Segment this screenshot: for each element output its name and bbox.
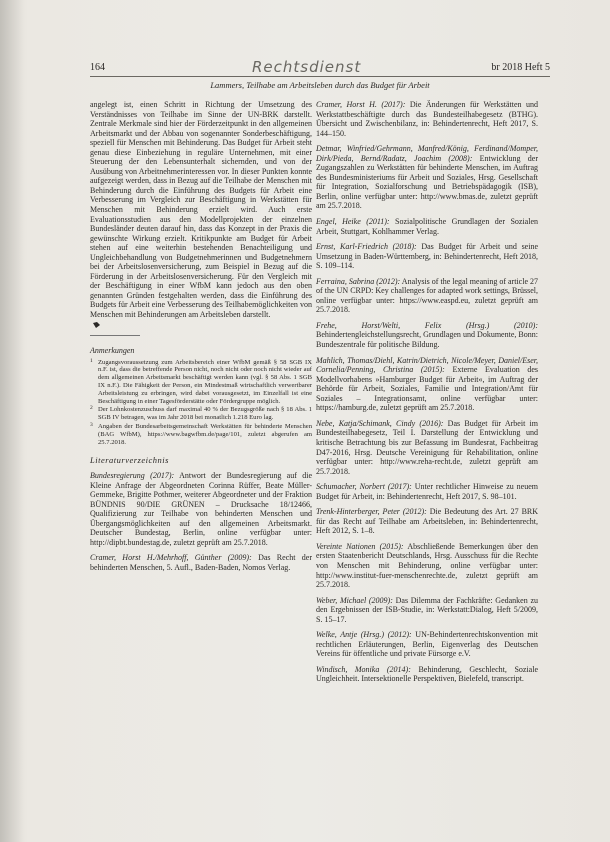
reference-author: Mahlich, Thomas/Diehl, Katrin/Dietrich, Nicole/Meyer, Daniel/Eser, Cornelia/Penning, Christina (2015):: [316, 355, 538, 375]
page-header: [90, 60, 550, 88]
issue-label: br 2018 Heft 5: [491, 62, 550, 73]
reference-entry: [90, 471, 312, 547]
note-item: [90, 359, 312, 406]
left-column: [90, 100, 312, 578]
note-text: Der Lohnkostenzuschuss darf maximal 40 % der Bezugsgröße nach § 18 Abs. 1 SGB IV betragen, was im Jahr 2018 bei monatlich 1.218 Euro lag.: [98, 406, 312, 422]
header-rule: [90, 76, 550, 77]
reference-entry: [90, 553, 312, 572]
reference-author: Welke, Antje (Hrsg.) (2012):: [316, 630, 412, 640]
reference-text: Das Budget für Arbeit und seine Umsetzung in Baden-Württemberg, in: Behindertenrecht, Heft 2018, S. 109–114.: [316, 242, 539, 271]
note-number: 1: [90, 357, 93, 364]
reference-author: Nebe, Katja/Schimank, Cindy (2016):: [316, 418, 444, 428]
note-text: Angaben der Bundesarbeitsgemeinschaft Werkstätten für behinderte Menschen (BAG WfbM), https://www.bagwfbm.de/page/101, zuletzt abgerufen am 25.7.2018.: [98, 423, 312, 446]
reference-author: Detmar, Winfried/Gehrmann, Manfred/König, Ferdinand/Momper, Dirk/Pieda, Bernd/Radatz, Joachim (2008):: [316, 144, 538, 163]
reference-author: Bundesregierung (2017):: [90, 470, 175, 480]
reference-text: Behinderung, Geschlecht, Soziale Ungleichheit. Intersektionelle Perspektiven, Bielefeld, transcript.: [316, 664, 538, 684]
reference-text: Unter rechtlicher Hinweise zu neuem Budget für Arbeit, in: Behindertenrecht, Heft 2017, S. 98–101.: [316, 482, 538, 501]
reference-author: Weber, Michael (2009):: [316, 595, 393, 605]
reference-text: Das Budget für Arbeit im Bundesteilhabegesetz, Teil I. Darstellung der Entwicklung und kritische Betrachtung bis zur Befassung im Bundesrat, Fachbeitrag D47-2016, Hrsg. Deutsche Vereinigung für Rehabilitation, online verfügbar unter: http://www.reha-recht.de, zuletzt geprüft am 25.7.2018.: [316, 418, 538, 476]
reference-entry: [316, 144, 538, 211]
reference-entry: [316, 356, 538, 413]
body-paragraph: angelegt ist, einen Schritt in Richtung der Umsetzung des Verständnisses von Teilhabe im Sinne der UN-BRK darstellt. Zentrale Merkmale sind hier der Förderzeitpunkt in den allgemeinen Arbeitsmarkt und der Abbau von sogenannter Sonderbeschäftigung, speziell für Menschen mit Behinderung. Das Budget für Arbeit steht genau diese Einbeziehung in reguläre Unternehmen, mit einer Steuerung der den Lebensunterhalt sichernden, und von der Ausübung von Arbeitnehmerinteressen vor. In dieser Punkten konnte aufgezeigt werden, dass in Bezug auf die Teilhabe der Menschen mit Behinderung durch die Einführung des Budgets für Arbeit eine Verbesserung im Vergleich zur Beschäftigung in Werkstätten für Menschen mit Behinderung erzielt wird. Auch erste Evaluationsstudien aus den Modellprojekten der einzelnen Bundesländer deuten darauf hin, dass das Konzept in der Praxis die gewünschte Wirkung erzielt. Kritikpunkte am Budget für Arbeit stehen auf eine weiterhin bestehenden Benachteiligung und Ungleichbehandlung von Budgetnehmerinnen und Budgetnehmern bei der Arbeitslosenversicherung, zum Beispiel in Bezug auf die Förderung in der Arbeitslosenversicherung. Für den Vergleich mit der Beschäftigung in einer WfbM kann jedoch aus den oben genannten Gründen festgehalten werden, dass die Einführung des Budgets für Arbeit eine Verbesserung des Teilhabemöglichkeiten von Menschen mit Behinderungen am Arbeitsleben darstellt.: [90, 100, 312, 320]
journal-title: Rechtsdienst: [252, 58, 362, 76]
reference-entry: [316, 630, 538, 659]
reference-author: Trenk-Hinterberger, Peter (2012):: [316, 507, 427, 517]
reference-text: Entwicklung der Zugangszahlen zu Werkstätten für behinderte Menschen, im Auftrag des Bundesministeriums für Arbeit und Soziales, Hrsg. Gesellschaft für Integration, Sozialforschung und Betriebspädagogik (ISB), Berlin, online verfügbar unter: http://www.bmas.de, zuletzt geprüft am 25.7.2018.: [316, 153, 538, 211]
reference-entry: [316, 277, 538, 315]
reference-text: Externe Evaluation des Modellvorhabens »Hamburger Budget für Arbeit«, im Auftrag der Behörde für Arbeit, Soziales, Familie und Integration/Amt für Soziales – Integrationsamt, online verfügbar unter: https://hamburg.de, zuletzt geprüft am 25.7.2018.: [316, 365, 539, 413]
reference-entry: [316, 100, 538, 138]
reference-author: Cramer, Horst H. (2017):: [316, 100, 406, 109]
reference-text: UN-Behindertenrechtskonvention mit rechtlichen Erläuterungen, Berlin, Eigenverlag des Deutschen Vereins für öffentliche und private Fürsorge e.V.: [316, 630, 538, 659]
literature-heading: Literaturverzeichnis: [90, 455, 169, 466]
reference-text: Die Änderungen für Werkstätten und Werkstattbeschäftigte durch das Bundesteilhabegesetz (BTHG). Übersicht und Zwischenbilanz, in: Behindertenrecht, Heft 2017, S. 144–150.: [316, 100, 538, 138]
reference-author: Frehe, Horst/Welti, Felix (Hrsg.) (2010):: [316, 320, 538, 330]
end-of-article-icon: [93, 321, 100, 327]
right-column: [316, 100, 538, 690]
reference-text: Sozialpolitische Grundlagen der Sozialen Arbeit, Stuttgart, Kohlhammer Verlag.: [316, 217, 538, 236]
reference-text: Antwort der Bundesregierung auf die Kleine Anfrage der Abgeordneten Corinna Rüffer, Beate Müller-Gemmeke, Brigitte Pothmer, weiterer Abgeordneter und der Fraktion BÜNDNIS 90/DIE GRÜNEN – Drucksache 18/12466, Qualifizierung zur Teilhabe von behinderten Menschen und Übergangsmöglichkeiten auf den allgemeinen Arbeitsmarkt. Deutscher Bundestag, Berlin, online verfügbar unter: http://dipbt.bundestag.de, zuletzt geprüft am 25.7.2018.: [90, 470, 313, 547]
reference-entry: [316, 665, 538, 684]
reference-text: Analysis of the legal meaning of article 27 of the UN CRPD: Key challenges for adapted work settings, Brüssel, online verfügbar unter: https://www.easpd.eu, zuletzt geprüft am 25.7.2018.: [316, 276, 538, 315]
reference-entry: [316, 419, 538, 476]
reference-entry: [316, 507, 538, 536]
running-title: Lammers, Teilhabe am Arbeitsleben durch das Budget für Arbeit: [210, 80, 430, 90]
reference-author: Engel, Heike (2011):: [316, 217, 390, 227]
note-number: 3: [90, 422, 93, 429]
reference-entry: [316, 482, 538, 501]
reference-text: Die Bedeutung des Art. 27 BRK für das Recht auf Teilhabe am Arbeitsleben, in: Behindertenrecht, Heft 2012, S. 1–8.: [316, 507, 539, 536]
reference-entry: [316, 596, 538, 625]
note-item: [90, 423, 312, 446]
binding-shadow: [0, 0, 24, 842]
reference-entry: [316, 542, 538, 590]
reference-author: Windisch, Monika (2014):: [316, 664, 411, 674]
reference-author: Vereinte Nationen (2015):: [316, 541, 404, 551]
reference-author: Ferraina, Sabrina (2012):: [316, 276, 401, 286]
reference-entry: [316, 217, 538, 236]
reference-entry: [316, 321, 538, 350]
reference-text: Behindertengleichstellungsrecht, Grundlagen und Dokumente, Bonn: Bundeszentrale für politische Bildung.: [316, 330, 538, 350]
reference-author: Ernst, Karl-Friedrich (2018):: [316, 242, 417, 252]
note-text: Zugangsvoraussetzung zum Arbeitsbereich einer WfbM gemäß § 58 SGB IX n.F. ist, dass die betreffende Person nicht, noch nicht oder noch nicht wieder auf dem allgemeinen Arbeitsmarkt beschäftigt werden kann (vgl. § 58 Abs. 1 SGB IX n.F.). Die Fähigkeit der Person, ein Mindestmaß wirtschaftlich verwertbarer Arbeitsleistung zu erbringen, wird dabei vorausgesetzt, im Einzelfall ist eine Beschäftigung in einer Tagesförderstätte oder Fördergruppe möglich.: [98, 358, 312, 405]
reference-author: Schumacher, Norbert (2017):: [316, 482, 412, 492]
reference-text: Abschließende Bemerkungen über den ersten Staatenbericht Deutschlands, Hrsg. Ausschuss für die Rechte von Menschen mit Behinderung, online verfügbar unter: http://www.institut-fuer-menschenrechte.de, zuletzt geprüft am 25.7.2018.: [316, 541, 538, 590]
page-number: 164: [90, 62, 105, 73]
notes-heading: Anmerkungen: [90, 346, 135, 356]
notes-divider: [90, 335, 140, 336]
note-number: 2: [90, 405, 93, 412]
note-item: [90, 406, 312, 422]
reference-text: Das Recht der behinderten Menschen, 5. Aufl., Baden-Baden, Nomos Verlag.: [90, 553, 312, 572]
reference-author: Cramer, Horst H./Mehrhoff, Günther (2009):: [90, 553, 252, 563]
notes-list: [90, 359, 312, 447]
reference-entry: [316, 242, 538, 271]
reference-text: Das Dilemma der Fachkräfte: Gedanken zu den Ergebnissen der ISB-Studie, in: Werkstatt:Dialog, Heft 5/2009, S. 15–17.: [316, 595, 538, 624]
